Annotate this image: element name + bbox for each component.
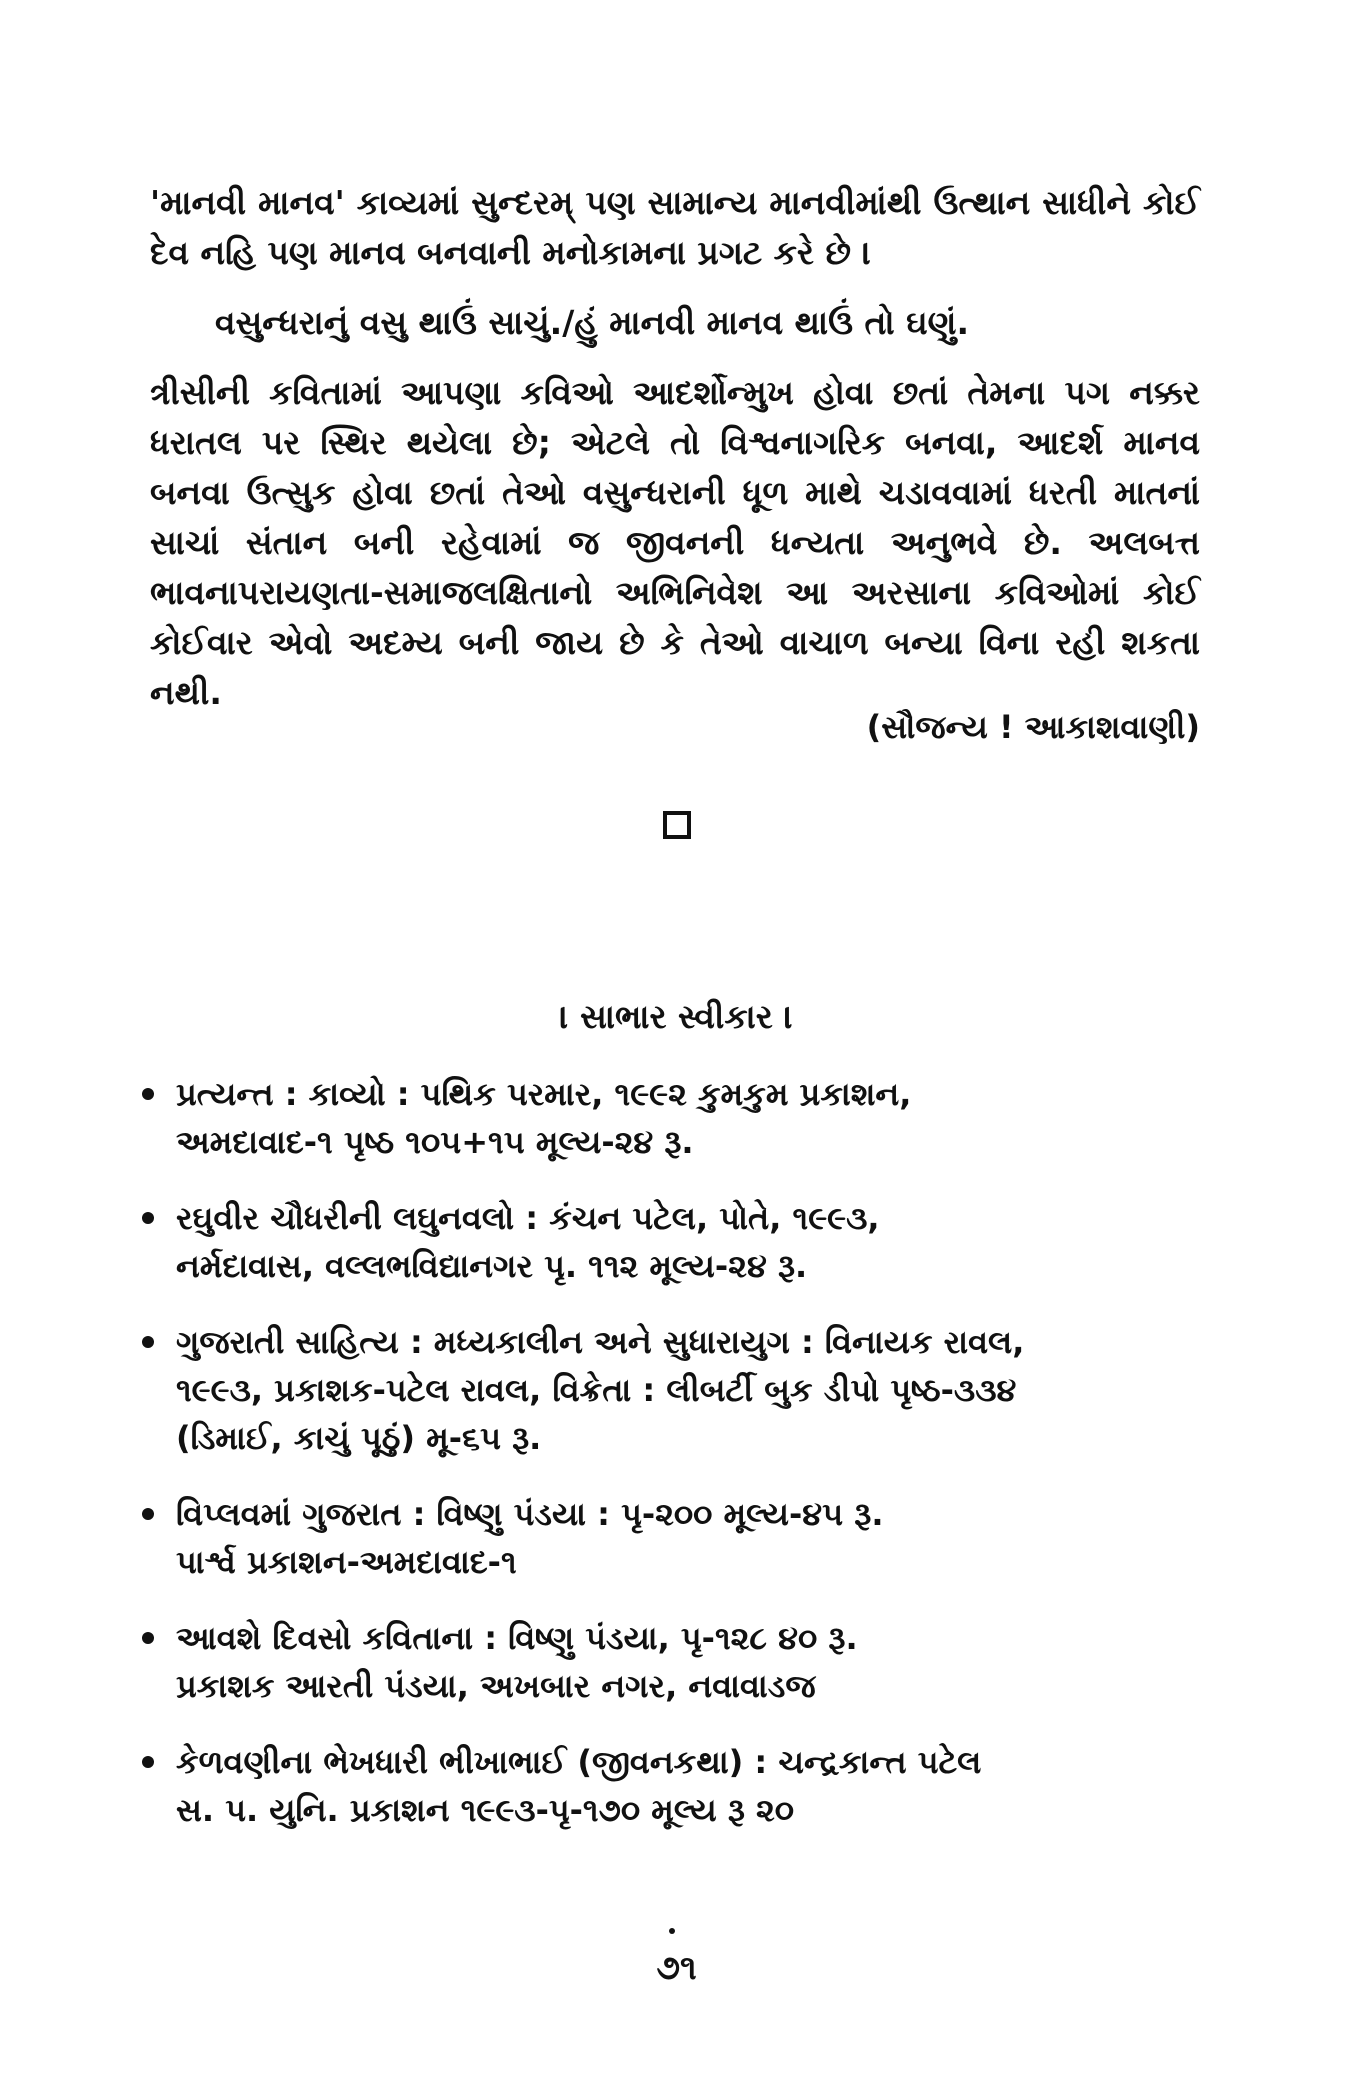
list-item-line: ૧૯૯૩, પ્રકાશક-પટેલ રાવલ, વિક્રેતા : લીબર્ટી બુક ડીપો પૃષ્ઠ-૩૩૪ xyxy=(176,1371,1017,1409)
list-item-line: નર્મદાવાસ, વલ્લભવિદ્યાનગર પૃ. ૧૧૨ મૂલ્ય-૨૪ રૂ. xyxy=(176,1247,808,1285)
list-item-line: પાર્શ્વ પ્રકાશન-અમદાવાદ-૧ xyxy=(176,1543,517,1581)
list-item-line: સ. પ. યુનિ. પ્રકાશન ૧૯૯૩-પૃ-૧૭૦ મૂલ્ય રૂ ૨૦ xyxy=(176,1791,795,1829)
intro-paragraph: 'માનવી માનવ' કાવ્યમાં સુન્દરમ્ પણ સામાન્ય માનવીમાંથી ઉત્થાન સાધીને કોઈ દેવ નહિ પણ માનવ બનવાની મનોકામના પ્રગટ કરે છે । xyxy=(150,183,1200,272)
bullet-icon xyxy=(142,1756,154,1768)
list-item-line: ગુજરાતી સાહિત્ય : મધ્યકાલીન અને સુધારાયુગ : વિનાયક રાવલ, xyxy=(176,1323,1025,1361)
page-number: ૭૧ xyxy=(656,1948,697,1988)
list-item-line: રઘુવીર ચૌધરીની લઘુનવલો : કંચન પટેલ, પોતે, ૧૯૯૩, xyxy=(176,1199,880,1237)
list-item xyxy=(142,1738,1212,1834)
print-speck xyxy=(669,1928,675,1934)
acknowledgement-list xyxy=(142,1070,1212,1862)
bullet-icon xyxy=(142,1212,154,1224)
bullet-icon xyxy=(142,1088,154,1100)
acknowledgement-heading: । સાભાર સ્વીકાર । xyxy=(559,997,794,1036)
section-end-square-icon xyxy=(663,811,691,839)
list-item xyxy=(142,1490,1212,1586)
list-item xyxy=(142,1070,1212,1166)
bullet-icon xyxy=(142,1508,154,1520)
list-item xyxy=(142,1318,1212,1462)
verse-quote: વસુન્ધરાનું વસુ થાઉં સાચું./હું માનવી માનવ થાઉં તો ઘણું. xyxy=(215,303,969,342)
bullet-icon xyxy=(142,1632,154,1644)
list-item-line: આવશે દિવસો કવિતાના : વિષ્ણુ પંડયા, પૃ-૧૨૮ ૪૦ રૂ. xyxy=(176,1619,858,1657)
list-item-line: કેળવણીના ભેખધારી ભીખાભાઈ (જીવનકથા) : ચન્દ્રકાન્ત પટેલ xyxy=(176,1743,982,1781)
list-item-line: અમદાવાદ-૧ પૃષ્ઠ ૧૦૫+૧૫ મૂલ્ય-૨૪ રૂ. xyxy=(176,1123,694,1161)
bullet-icon xyxy=(142,1336,154,1348)
list-item-line: વિપ્લવમાં ગુજરાત : વિષ્ણુ પંડયા : પૃ-૨૦૦ મૂલ્ય-૪૫ રૂ. xyxy=(176,1495,884,1533)
body-paragraph: ત્રીસીની કવિતામાં આપણા કવિઓ આદર્શોન્મુખ હોવા છતાં તેમના પગ નક્કર ધરાતલ પર સ્થિર થયેલા છે; એટલે તો વિશ્વનાગરિક બનવા, આદર્શ માનવ બનવા ઉત્સુક હોવા છતાં તેઓ વસુન્ધરાની ધૂળ માથે ચડાવવામાં ધરતી માતનાં સાચાં સંતાન બની રહેવામાં જ જીવનની ધન્યતા અનુભવે છે. અલબત્ત ભાવનાપરાયણતા-સમાજલક્ષિતાનો અભિનિવેશ આ અરસાના કવિઓમાં કોઈ કોઈવાર એવો અદમ્ય બની જાય છે કે તેઓ વાચાળ બન્યા વિના રહી શકતા નથી. xyxy=(150,373,1200,712)
list-item-line: (ડિમાઈ, કાચું પૂઠું) મૂ-૬૫ રૂ. xyxy=(176,1419,542,1457)
list-item xyxy=(142,1194,1212,1290)
attribution: (સૌજન્ય ! આકાશવાણી) xyxy=(866,708,1200,746)
list-item xyxy=(142,1614,1212,1710)
list-item-line: પ્રત્યન્ત : કાવ્યો : પથિક પરમાર, ૧૯૯૨ કુમકુમ પ્રકાશન, xyxy=(176,1075,912,1113)
list-item-line: પ્રકાશક આરતી પંડયા, અખબાર નગર, નવાવાડજ xyxy=(176,1667,816,1705)
